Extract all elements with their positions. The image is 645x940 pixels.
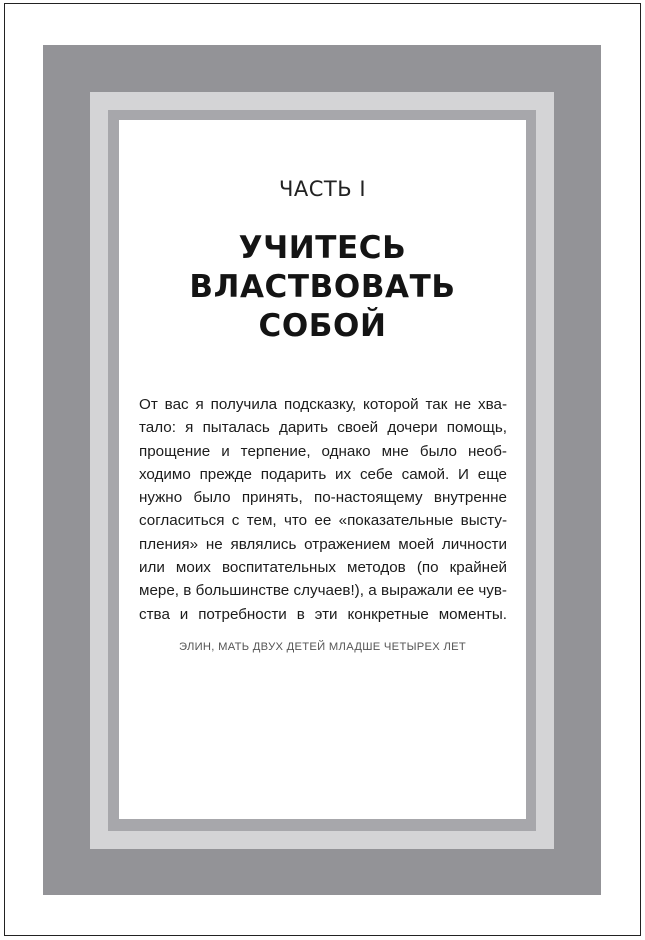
chapter-title (119, 229, 526, 346)
epigraph-line: тало: я пыталась дарить своей дочери помощь, (139, 419, 507, 437)
epigraph-line: нужно было принять, по-настоящему внутренне (139, 489, 507, 507)
part-label: ЧАСТЬ I (278, 177, 367, 201)
epigraph-line: От вас я получила подсказку, которой так не хва- (139, 396, 507, 413)
epigraph-line: согласиться с тем, что ее «показательные высту- (139, 512, 507, 530)
epigraph-text (139, 393, 507, 626)
chapter-title-line: СОБОЙ (258, 308, 387, 344)
epigraph-line: или моих воспитательных методов (по крайней (139, 559, 507, 577)
epigraph-line: ходимо прежде подарить их себе самой. И еще (139, 465, 507, 483)
chapter-title-line: ВЛАСТВОВАТЬ (189, 269, 456, 305)
epigraph-line: пления» не являлись отражением моей личности (139, 535, 507, 553)
epigraph-line: прощение и терпение, однако мне было необ- (139, 442, 507, 460)
chapter-title-line: УЧИТЕСЬ (238, 230, 407, 266)
content-panel (119, 120, 526, 819)
epigraph-line: ства и потребности в эти конкретные моменты. (139, 605, 507, 623)
epigraph-attribution: ЭЛИН, МАТЬ ДВУХ ДЕТЕЙ МЛАДШЕ ЧЕТЫРЕХ ЛЕТ (178, 641, 467, 653)
epigraph-line: мере, в большинстве случаев!), а выражали ее чув- (139, 582, 507, 600)
